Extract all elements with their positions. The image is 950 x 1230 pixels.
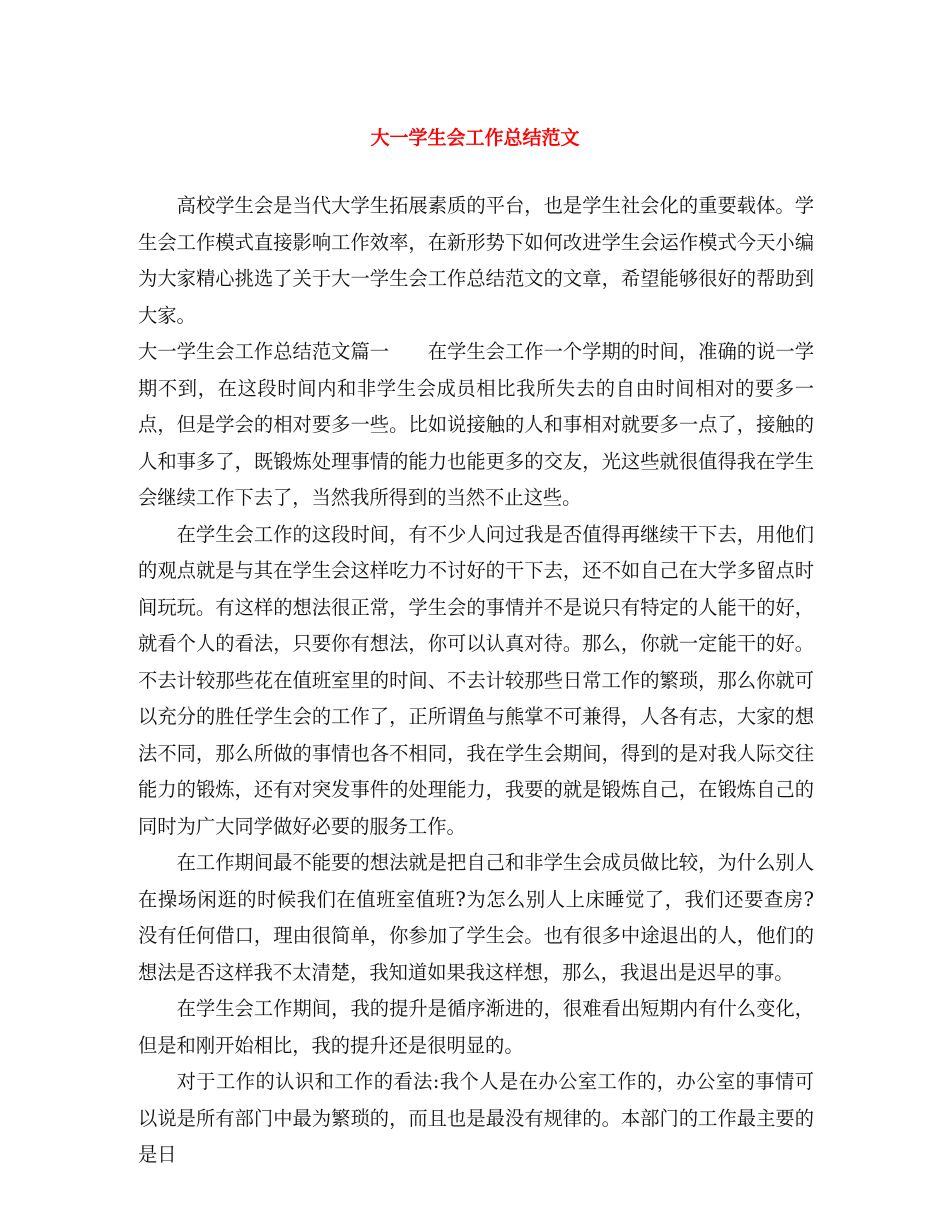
paragraph-improvement: 在学生会工作期间，我的提升是循序渐进的，很难看出短期内有什么变化，但是和刚开始相比，我的提升还是很明显的。	[138, 997, 814, 1057]
paragraph-comparison: 在工作期间最不能要的想法就是把自己和非学生会成员做比较，为什么别人在操场闲逛的时候我们在值班室值班?为怎么别人上床睡觉了，我们还要查房?没有任何借口，理由很简单，你参加了学生会。也有很多中途退出的人，他们的想法是否这样我不太清楚，我知道如果我这样想，那么，我退出是迟早的事。	[138, 851, 814, 984]
paragraph-section-one: 大一学生会工作总结范文篇一 在学生会工作一个学期的时间，准确的说一学期不到，在这段时间内和非学生会成员相比我所失去的自由时间相对的要多一点，但是学会的相对要多一些。比如说接触的人和事相对就要多一点了，接触的人和事多了，既锻炼处理事情的能力也能更多的交友，光这些就很值得我在学生会继续工作下去了，当然我所得到的当然不止这些。	[138, 340, 814, 509]
paragraph-office-work: 对于工作的认识和工作的看法:我个人是在办公室工作的，办公室的事情可以说是所有部门中最为繁琐的，而且也是最没有规律的。本部门的工作最主要的是日	[138, 1070, 814, 1166]
paragraph-intro: 高校学生会是当代大学生拓展素质的平台，也是学生社会化的重要载体。学生会工作模式直接影响工作效率，在新形势下如何改进学生会运作模式今天小编为大家精心挑选了关于大一学生会工作总结范文的文章，希望能够很好的帮助到大家。	[138, 194, 814, 327]
document-body	[138, 188, 814, 1174]
document-title: 大一学生会工作总结范文	[370, 127, 580, 149]
paragraph-value-of-work: 在学生会工作的这段时间，有不少人问过我是否值得再继续干下去，用他们的观点就是与其在学生会这样吃力不讨好的干下去，还不如自己在大学多留点时间玩玩。有这样的想法很正常，学生会的事情并不是说只有特定的人能干的好，就看个人的看法，只要你有想法，你可以认真对待。那么，你就一定能干的好。不去计较那些花在值班室里的时间、不去计较那些日常工作的繁琐，那么你就可以充分的胜任学生会的工作了，正所谓鱼与熊掌不可兼得，人各有志，大家的想法不同，那么所做的事情也各不相同，我在学生会期间，得到的是对我人际交往能力的锻炼，还有对突发事件的处理能力，我要的就是锻炼自己，在锻炼自己的同时为广大同学做好必要的服务工作。	[138, 522, 814, 838]
